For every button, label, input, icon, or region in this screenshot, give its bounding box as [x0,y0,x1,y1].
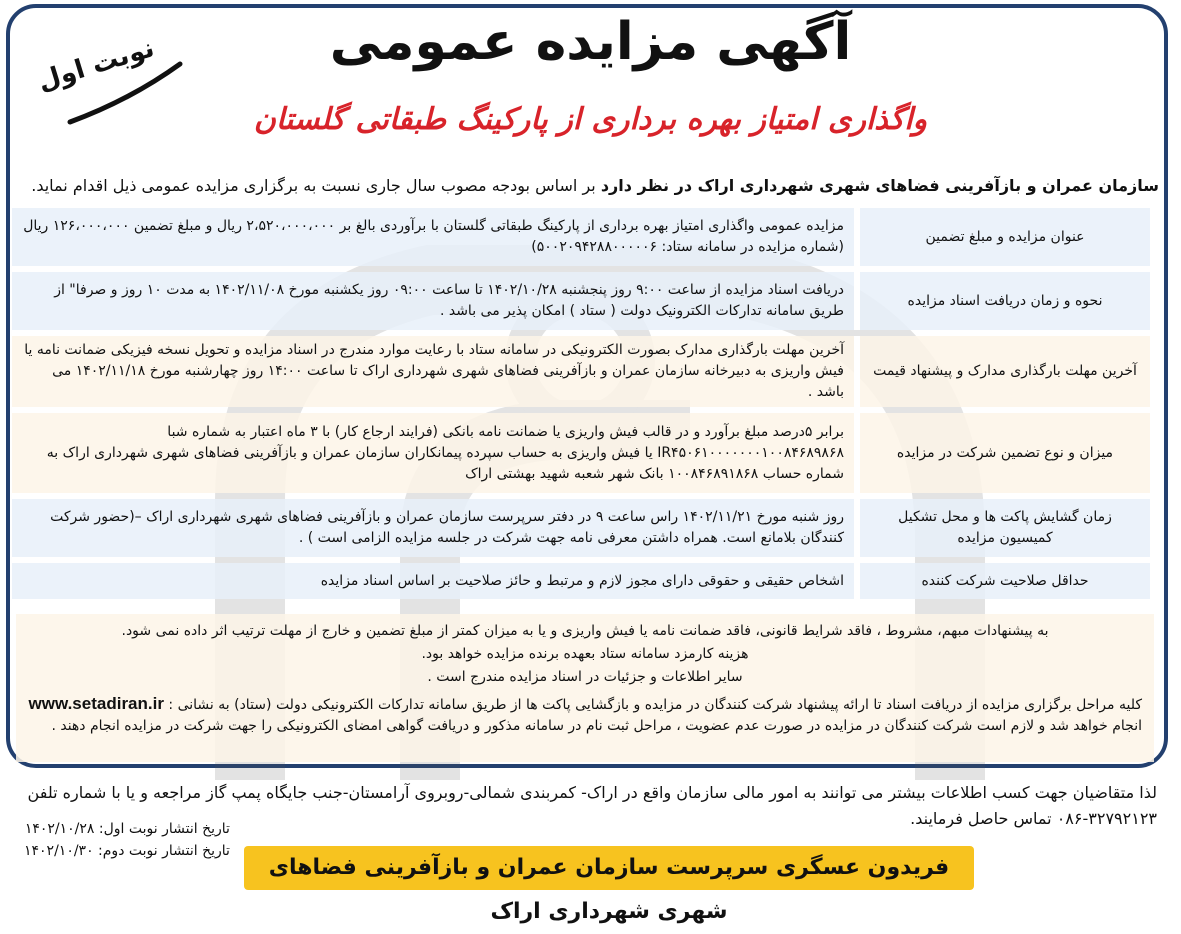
table-row [12,336,1150,407]
notice-title: آگهی مزایده عمومی [329,12,852,72]
row-label: آخرین مهلت بارگذاری مدارک و پیشنهاد قیمت [854,336,1150,407]
round-label: نوبت اول [34,33,158,97]
row-label: حداقل صلاحیت شرکت کننده [854,563,1150,599]
note-paragraph-end: انجام خواهد شد و لازم است شرکت کنندگان در مزایده در صورت عدم عضویت ، مراحل ثبت نام در سامانه مذکور و دریافت گواهی امضای الکترونیکی را جهت شرکت در مزایده انجام دهند . [51,718,1142,734]
publication-dates [24,818,230,862]
signature-banner: فریدون عسگری سرپرست سازمان عمران و بازآفرینی فضاهای شهری شهرداری اراک [244,846,974,890]
table-row [12,499,1150,557]
round-underline [60,60,190,130]
contact-paragraph: لذا متقاضیان جهت کسب اطلاعات بیشتر می توانند به امور مالی سازمان واقع در اراک- کمربندی شمالی-روبروی آرامستان-جنب جایگاه پمپ گاز مراجعه و یا با شماره تلفن ۳۲۷۹۲۱۲۳-۰۸۶ تماس حاصل فرمایند. [27,783,1157,828]
row-label: میزان و نوع تضمین شرکت در مزایده [854,413,1150,493]
note-line: سایر اطلاعات و جزئیات در اسناد مزایده مندرج است . [427,669,743,685]
row-label: زمان گشایش پاکت ها و محل تشکیل کمیسیون مزایده [854,499,1150,557]
date-second: تاریخ انتشار نوبت دوم: ۱۴۰۲/۱۰/۳۰ [24,843,230,859]
note-paragraph [28,693,1142,737]
row-value: آخرین مهلت بارگذاری مدارک بصورت الکترونیکی در سامانه ستاد با رعایت موارد مندرج در اسناد مزایده و تحویل نسخه فیزیکی ضمانت نامه یا فیش واریزی به دبیرخانه سازمان عمران و بازآفرینی فضاهای شهری شهرداری اراک تا ساعت ۱۴:۰۰ روز چهارشنبه مورخ ۱۴۰۲/۱۱/۱۸ می باشد . [12,336,854,407]
table-row [12,563,1150,599]
note-line: هزینه کارمزد سامانه ستاد بعهده برنده مزایده خواهد بود. [421,646,749,662]
table-row [12,272,1150,330]
table-row [12,413,1150,493]
row-label: عنوان مزایده و مبلغ تضمین [854,208,1150,266]
row-label: نحوه و زمان دریافت اسناد مزایده [854,272,1150,330]
row-value: روز شنبه مورخ ۱۴۰۲/۱۱/۲۱ راس ساعت ۹ در دفتر سرپرست سازمان عمران و بازآفرینی فضاهای شهری شهرداری اراک –(حضور شرکت کنندگان بلامانع است. همراه داشتن معرفی نامه جهت شرکت در جلسه مزایده الزامی است ) . [12,499,854,557]
note-line: به پیشنهادات مبهم، مشروط ، فاقد شرایط قانونی، فاقد ضمانت نامه یا فیش واریزی و یا به میزان کمتر از مبلغ تضمین و خارج از مهلت ترتیب اثر داده نمی شود. [121,623,1049,639]
intro-organization: سازمان عمران و بازآفرینی فضاهای شهری شهرداری اراک در نظر دارد [600,176,1159,195]
intro-rest: بر اساس بودجه مصوب سال جاری نسبت به برگزاری مزایده عمومی ذیل اقدام نماید. [31,176,601,195]
table-row [12,208,1150,266]
notes-box [16,614,1154,762]
date-first: تاریخ انتشار نوبت اول: ۱۴۰۲/۱۰/۲۸ [24,821,230,837]
row-value: برابر ۵درصد مبلغ برآورد و در قالب فیش واریزی یا ضمانت نامه بانکی (فرایند ارجاع کار) با ۳ ماه اعتبار به شماره شبا IR۴۵۰۶۱۰۰۰۰۰۰۰۱۰۰۸۴۶۸۹۸۶۸ یا فیش واریزی به حساب سپرده پیمانکاران سازمان عمران و بازآفرینی فضاهای شهری شهرداری اراک به شماره حساب ۱۰۰۸۴۶۸۹۱۸۶۸ بانک شهر شعبه شهید بهشتی اراک [12,413,854,493]
notice-subtitle: واگذاری امتیاز بهره برداری از پارکینگ طبقاتی گلستان [253,102,928,137]
row-value: مزایده عمومی واگذاری امتیاز بهره برداری از پارکینگ طبقاتی گلستان با برآوردی بالغ بر ۲،۵۲۰،۰۰۰،۰۰۰ ریال و مبلغ تضمین ۱۲۶،۰۰۰،۰۰۰ ریال (شماره مزایده در سامانه ستاد: ۵۰۰۲۰۹۴۲۸۸۰۰۰۰۰۶) [12,208,854,266]
website-link[interactable]: www.setadiran.ir [28,694,164,713]
row-value: اشخاص حقیقی و حقوقی دارای مجوز لازم و مرتبط و حائز صلاحیت بر اساس اسناد مزایده [12,563,854,599]
note-paragraph-start: کلیه مراحل برگزاری مزایده از دریافت اسناد تا ارائه پیشنهاد شرکت کنندگان در مزایده و بازگشایی پاکت ها از طریق سامانه تدارکات الکترونیکی دولت (ستاد) به نشانی : [168,697,1142,713]
auction-details-table [12,202,1150,605]
intro-paragraph [29,176,1159,195]
row-value: دریافت اسناد مزایده از ساعت ۹:۰۰ روز پنجشنبه ۱۴۰۲/۱۰/۲۸ تا ساعت ۰۹:۰۰ روز یکشنبه مورخ ۱۴۰۲/۱۱/۰۸ به مدت ۱۰ روز و صرفا" از طریق سامانه تدارکات الکترونیک دولت ( ستاد ) امکان پذیر می باشد . [12,272,854,330]
